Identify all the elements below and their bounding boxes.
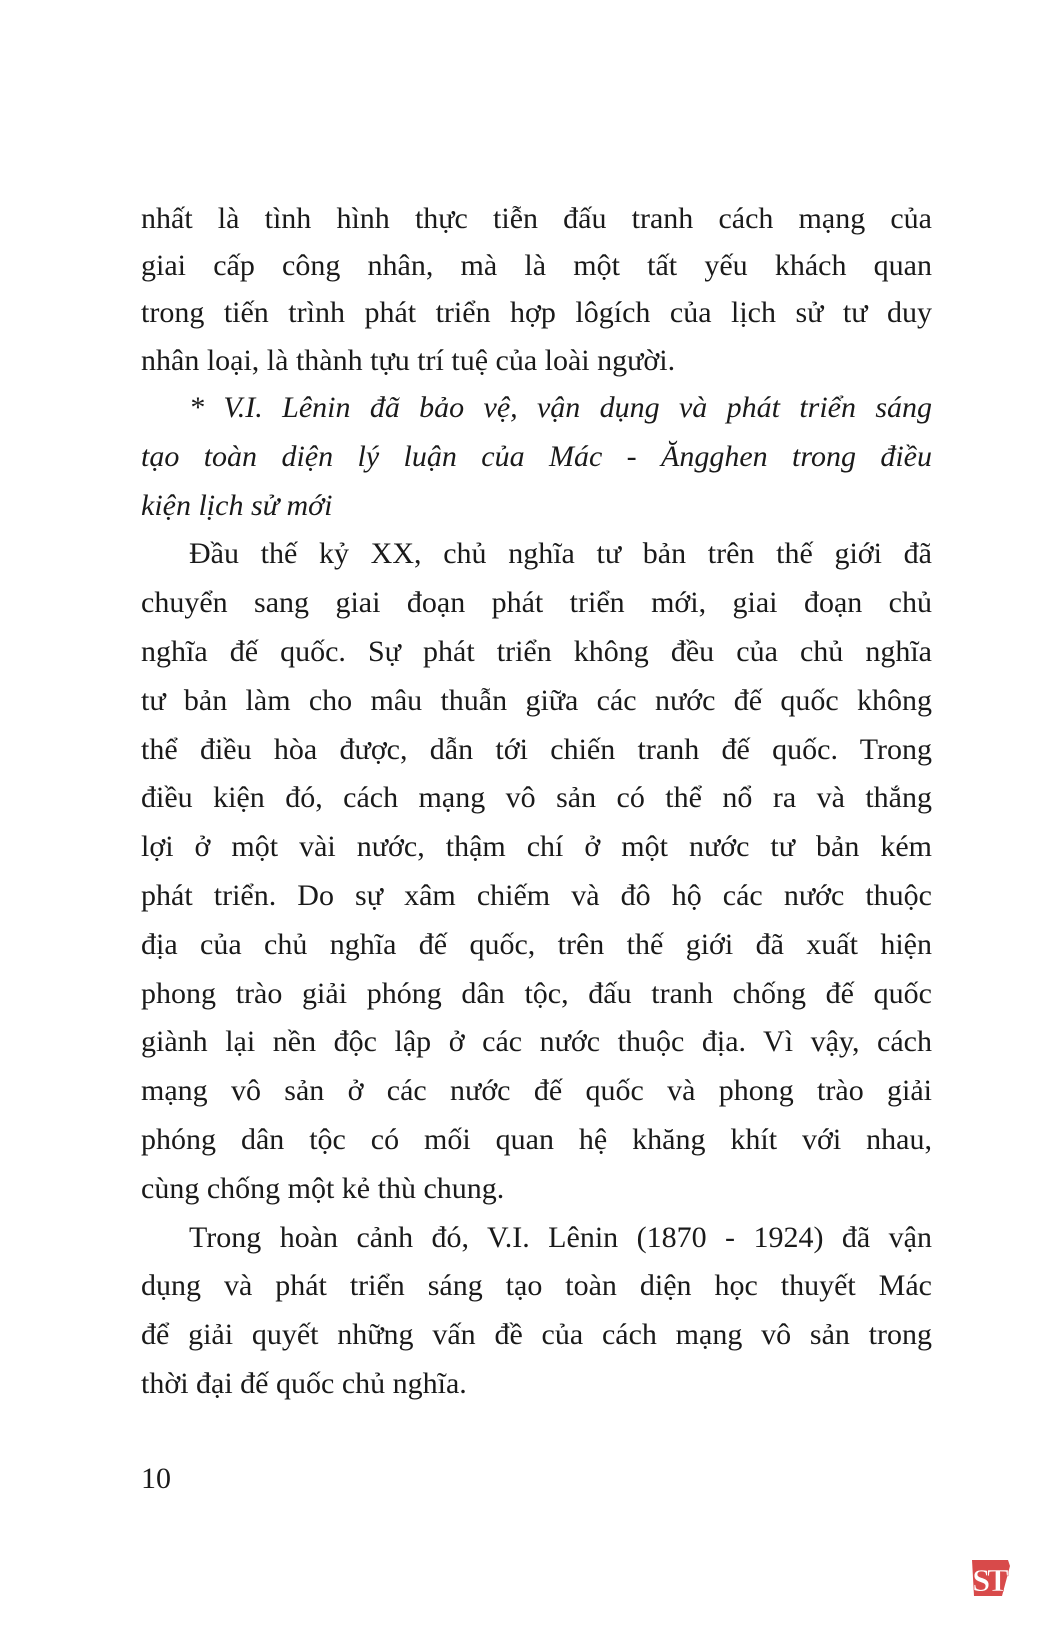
text-line: thể điều hòa được, dẫn tới chiến tranh đế quốc. Trong <box>141 732 932 766</box>
publisher-logo-icon <box>968 1556 1012 1600</box>
text-line: phóng dân tộc có mối quan hệ khăng khít với nhau, <box>141 1122 932 1156</box>
section-heading-line: * V.I. Lênin đã bảo vệ, vận dụng và phát triển sáng <box>189 391 932 424</box>
text-line: trong tiến trình phát triển hợp lôgích của lịch sử tư duy <box>141 296 932 330</box>
text-line: chuyển sang giai đoạn phát triển mới, giai đoạn chủ <box>141 586 932 620</box>
text-line: dụng và phát triển sáng tạo toàn diện học thuyết Mác <box>141 1269 932 1303</box>
text-line: để giải quyết những vấn đề của cách mạng vô sản trong <box>141 1318 932 1352</box>
svg-text:ST: ST <box>972 1562 1006 1598</box>
text-line: điều kiện đó, cách mạng vô sản có thể nổ ra và thắng <box>141 781 932 815</box>
text-line: lợi ở một vài nước, thậm chí ở một nước tư bản kém <box>141 830 932 864</box>
text-line: địa của chủ nghĩa đế quốc, trên thế giới đã xuất hiện <box>141 927 932 961</box>
text-line: nhân loại, là thành tựu trí tuệ của loài người. <box>141 343 676 377</box>
text-line: nghĩa đế quốc. Sự phát triển không đều của chủ nghĩa <box>141 634 932 668</box>
page-number: 10 <box>141 1462 171 1495</box>
text-line: phát triển. Do sự xâm chiếm và đô hộ các nước thuộc <box>141 878 932 912</box>
text-line: mạng vô sản ở các nước đế quốc và phong trào giải <box>141 1074 932 1108</box>
section-heading-line: kiện lịch sử mới <box>141 488 333 522</box>
text-line: Đầu thế kỷ XX, chủ nghĩa tư bản trên thế giới đã <box>189 537 932 571</box>
text-line: Trong hoàn cảnh đó, V.I. Lênin (1870 - 1924) đã vận <box>189 1220 932 1254</box>
text-line: tư bản làm cho mâu thuẫn giữa các nước đế quốc không <box>141 683 932 717</box>
section-heading-line: tạo toàn diện lý luận của Mác - Ăngghen trong điều <box>141 439 932 473</box>
text-line: phong trào giải phóng dân tộc, đấu tranh chống đế quốc <box>141 976 932 1010</box>
text-line: cùng chống một kẻ thù chung. <box>141 1171 505 1205</box>
body-text <box>141 384 932 1409</box>
text-line: giai cấp công nhân, mà là một tất yếu khách quan <box>141 249 932 283</box>
text-line: thời đại đế quốc chủ nghĩa. <box>141 1366 467 1400</box>
text-line: nhất là tình hình thực tiễn đấu tranh cách mạng của <box>141 202 932 235</box>
text-line: giành lại nền độc lập ở các nước thuộc địa. Vì vậy, cách <box>141 1025 932 1059</box>
paragraph-1 <box>141 195 932 384</box>
